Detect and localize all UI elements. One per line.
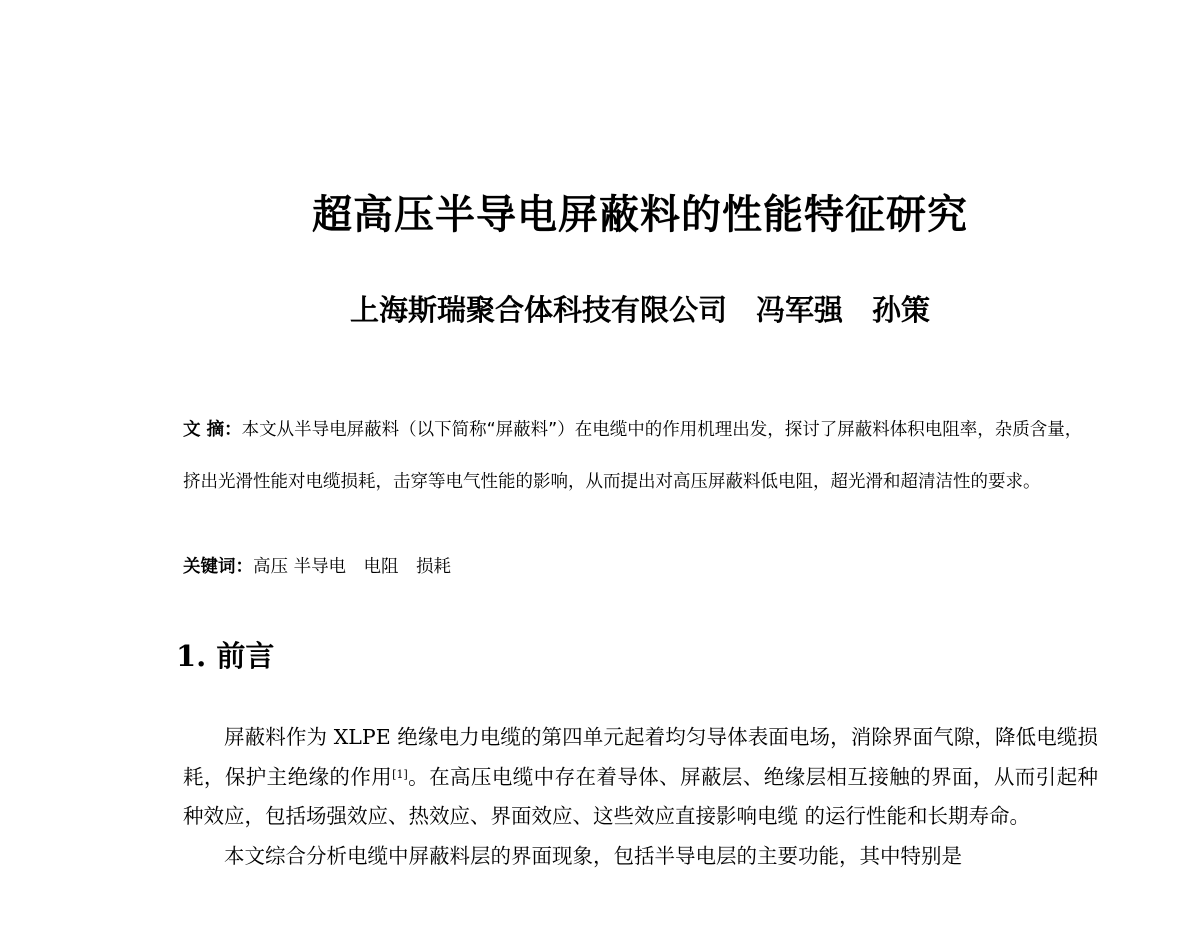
paper-title: 超高压半导电屏蔽料的性能特征研究 — [312, 191, 968, 238]
author-line: 上海斯瑞聚合体科技有限公司 冯军强 孙策 — [349, 293, 930, 327]
paragraph-1-text-a: 屏蔽料作为 XLPE 绝缘电力电缆的第四单元起着均匀导体表面电场，消除界面气隙，降低电缆损耗，保护主绝缘的作用 — [183, 725, 1098, 789]
body-text — [183, 718, 1098, 876]
paragraph-2: 本文综合分析电缆中屏蔽料层的界面现象，包括半导电层的主要功能，其中特别是 — [224, 843, 962, 868]
keywords — [183, 552, 451, 582]
abstract-label: 文 摘： — [183, 420, 242, 440]
keywords-text: 高压 半导电 电阻 损耗 — [253, 557, 452, 577]
abstract — [183, 404, 1098, 508]
paragraph-1 — [183, 718, 1098, 837]
keywords-label: 关键词： — [183, 557, 253, 577]
paragraph-1-text-b: 。在高压电缆中存在着导体、屏蔽层、绝缘层相互接触的界面，从而引起种种效应，包括场强效应、热效应、界面效应、这些效应直接影响电缆 的运行性能和长期寿命。 — [183, 764, 1099, 828]
abstract-text: 本文从半导电屏蔽料（以下简称“屏蔽料”）在电缆中的作用机理出发，探讨了屏蔽料体积电阻率，杂质含量，挤出光滑性能对电缆损耗，击穿等电气性能的影响，从而提出对高压屏蔽料低电阻，超光滑和超清洁性的要求。 — [183, 420, 1083, 492]
section-heading: 1. 前言 — [176, 639, 275, 673]
citation-ref: [1] — [392, 767, 408, 781]
